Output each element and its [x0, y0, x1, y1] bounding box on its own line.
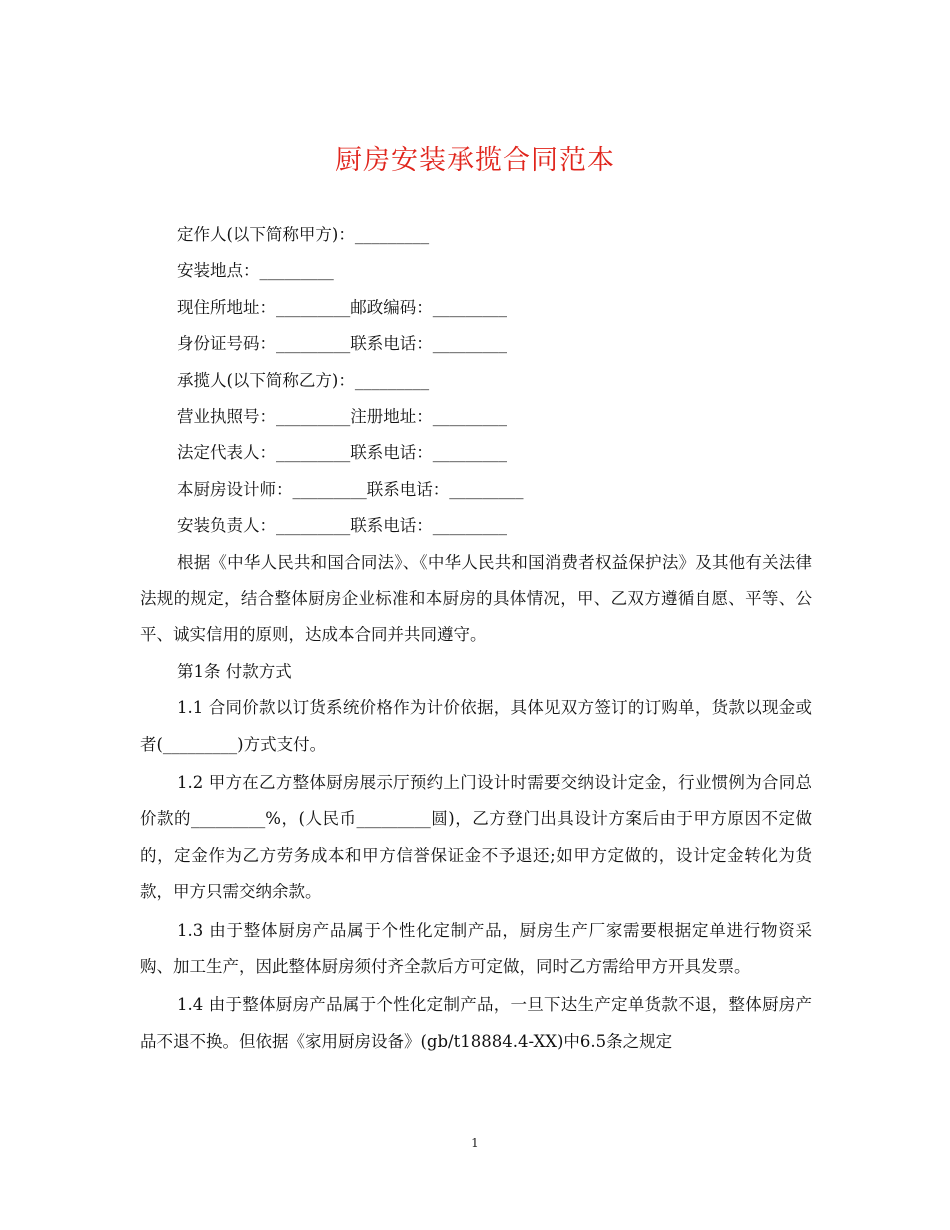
designer-phone-field: 本厨房设计师：_________联系电话：_________ — [177, 479, 524, 499]
clause-1-3: 1.3 由于整体厨房产品属于个性化定制产品，厨房生产厂家需要根据定单进行物资采购、加工生产，因此整体厨房须付齐全款后方可定做，同时乙方需给甲方开具发票。 — [140, 920, 812, 976]
clause-1-4: 1.4 由于整体厨房产品属于个性化定制产品，一旦下达生产定单货款不退，整体厨房产品不退不换。但依据《家用厨房设备》(gb/t18884.4-XX)中6.5条之规定 — [140, 995, 812, 1051]
document-body — [140, 217, 812, 1060]
clause-1-2: 1.2 甲方在乙方整体厨房展示厅预约上门设计时需要交纳设计定金，行业惯例为合同总价款的_________%，(人民币_________圆)，乙方登门出具设计方案后由于甲方原因不定做的，定金作为乙方劳务成本和甲方信誉保证金不予退还;如甲方定做的，设计定金转化为货款，甲方只需交纳余款。 — [140, 772, 812, 902]
license-address-field: 营业执照号：_________注册地址：_________ — [177, 406, 507, 426]
page-number: 1 — [471, 1136, 479, 1150]
party-a-field: 定作人(以下简称甲方)：_________ — [177, 225, 430, 244]
address-postcode-field: 现住所地址：_________邮政编码：_________ — [177, 297, 507, 317]
legal-rep-phone-field: 法定代表人：_________联系电话：_________ — [177, 443, 507, 463]
clause-1-1: 1.1 合同价款以订货系统价格作为计价依据，具体见双方签订的订购单，货款以现金或者(_________)方式支付。 — [140, 698, 812, 754]
party-b-field: 承揽人(以下简称乙方)：_________ — [177, 370, 430, 390]
section-1-heading: 第1条 付款方式 — [177, 661, 292, 681]
document-title: 厨房安装承揽合同范本 — [335, 145, 615, 176]
preamble-paragraph: 根据《中华人民共和国合同法》、《中华人民共和国消费者权益保护法》及其他有关法律法规的规定，结合整体厨房企业标准和本厨房的具体情况，甲、乙双方遵循自愿、平等、公平、诚实信用的原则，达成本合同并共同遵守。 — [140, 552, 812, 645]
id-phone-field: 身份证号码：_________联系电话：_________ — [177, 334, 507, 354]
install-manager-phone-field: 安装负责人：_________联系电话：_________ — [177, 516, 507, 536]
install-location-field: 安装地点：_________ — [177, 261, 334, 281]
